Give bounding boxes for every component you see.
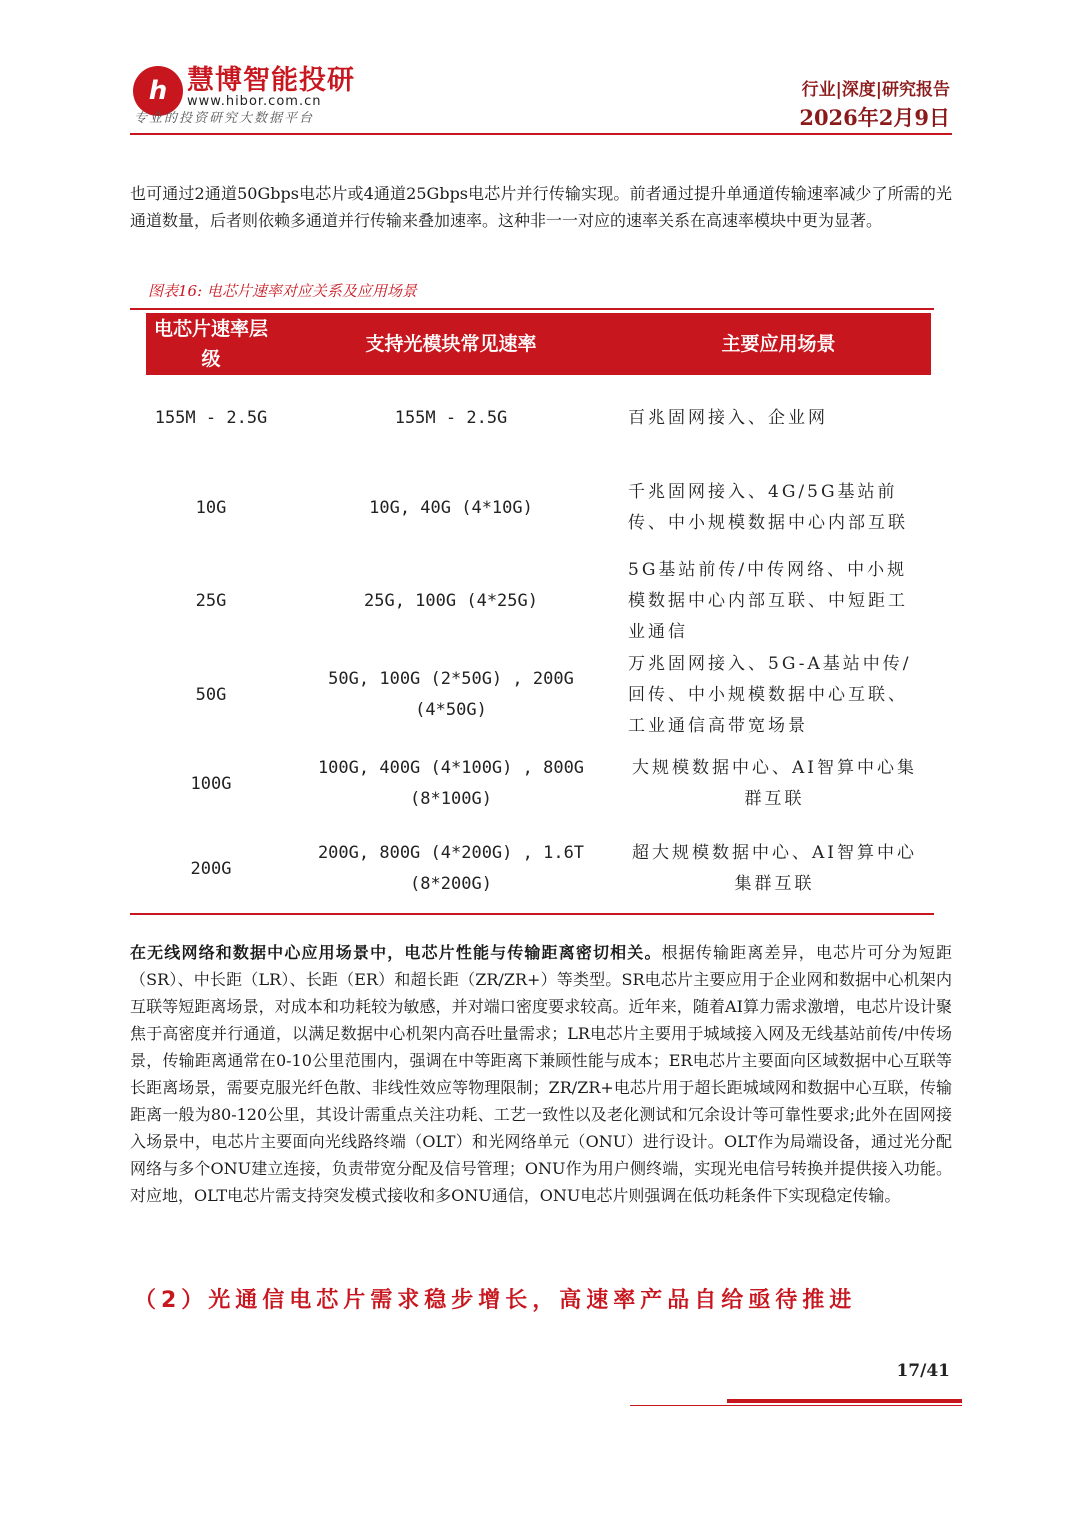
- header-chip-tier: 电芯片速率层级: [153, 318, 268, 370]
- table-row: [146, 837, 931, 901]
- table-row: [146, 553, 931, 649]
- page-number: 17/41: [896, 1361, 950, 1381]
- cell-tier: 10G: [195, 497, 227, 518]
- logo-url: www.hibor.com.cn: [187, 94, 322, 109]
- cell-scenario: 超大规模数据中心、AI智算中心集群互联: [632, 843, 917, 894]
- cell-tier: 50G: [195, 684, 227, 705]
- header-divider: [130, 133, 952, 135]
- table-bottom-rule: [130, 913, 934, 915]
- report-date: 2026年2月9日: [799, 105, 950, 130]
- table-row: [146, 752, 931, 816]
- header-scenarios: 主要应用场景: [721, 333, 836, 355]
- intro-paragraph: 也可通过2通道50Gbps电芯片或4通道25Gbps电芯片并行传输实现。前者通过提升单通道传输速率减少了所需的光通道数量，后者则依赖多通道并行传输来叠加速率。这种非一一对应的速率关系在高速率模块中更为显著。: [130, 184, 952, 230]
- cell-rates: 155M - 2.5G: [394, 407, 508, 428]
- hibor-logo-icon: h: [133, 66, 183, 116]
- footer-rule-thick: [727, 1399, 962, 1403]
- footer-rule-thin: [630, 1405, 962, 1406]
- cell-tier: 155M - 2.5G: [154, 407, 268, 428]
- cell-rates: 200G, 800G (4*200G) , 1.6T (8*200G): [317, 843, 585, 894]
- cell-scenario: 5G基站前传/中传网络、中小规模数据中心内部互联、中短距工业通信: [628, 559, 908, 642]
- table-row: [146, 392, 931, 444]
- header-module-rates: 支持光模块常见速率: [365, 333, 537, 355]
- cell-scenario: 千兆固网接入、4G/5G基站前传、中小规模数据中心内部互联: [628, 482, 908, 533]
- body-paragraph-lead: 在无线网络和数据中心应用场景中，电芯片性能与传输距离密切相关。: [130, 943, 662, 962]
- body-paragraph-text: 根据传输距离差异，电芯片可分为短距（SR）、中长距（LR）、长距（ER）和超长距（ZR/ZR+）等类型。SR电芯片主要应用于企业网和数据中心机架内互联等短距离场景，对成本和功耗较为敏感，并对端口密度要求较高。近年来，随着AI算力需求激增，电芯片设计聚焦于高密度并行通道，以满足数据中心机架内高吞吐量需求；LR电芯片主要用于城域接入网及无线基站前传/中传场景，传输距离通常在0-10公里范围内，强调在中等距离下兼顾性能与成本；ER电芯片主要面向区域数据中心互联等长距离场景，需要克服光纤色散、非线性效应等物理限制；ZR/ZR+电芯片用于超长距城域网和数据中心互联，传输距离一般为80-120公里，其设计需重点关注功耗、工艺一致性以及老化测试和冗余设计等可靠性要求;此外在固网接入场景中，电芯片主要面向光线路终端（OLT）和光网络单元（ONU）进行设计。OLT作为局端设备，通过光分配网络与多个ONU建立连接，负责带宽分配及信号管理；ONU作为用户侧终端，实现光电信号转换并提供接入功能。对应地，OLT电芯片需支持突发模式接收和多ONU通信，ONU电芯片则强调在低功耗条件下实现稳定传输。: [130, 943, 952, 1205]
- section-title: （2）光通信电芯片需求稳步增长，高速率产品自给亟待推进: [134, 1288, 857, 1313]
- cell-scenario: 万兆固网接入、5G-A基站中传/回传、中小规模数据中心互联、工业通信高带宽场景: [628, 653, 912, 736]
- cell-tier: 200G: [190, 858, 232, 879]
- cell-rates: 25G, 100G (4*25G): [364, 590, 538, 611]
- cell-rates: 10G, 40G (4*10G): [369, 497, 533, 518]
- cell-scenario: 百兆固网接入、企业网: [628, 407, 828, 428]
- cell-rates: 50G, 100G (2*50G) , 200G (4*50G): [328, 669, 574, 720]
- body-paragraph: [130, 939, 952, 1209]
- figure-caption: 图表16: 电芯片速率对应关系及应用场景: [148, 282, 417, 300]
- cell-tier: 100G: [190, 773, 232, 794]
- cell-scenario: 大规模数据中心、AI智算中心集群互联: [632, 758, 917, 809]
- table-header: [146, 313, 931, 375]
- figure-top-rule: [130, 308, 934, 310]
- cell-tier: 25G: [195, 590, 227, 611]
- table-row: [146, 647, 931, 743]
- logo-name: 慧博智能投研: [187, 65, 355, 96]
- table-row: [146, 460, 931, 556]
- cell-rates: 100G, 400G (4*100G) , 800G (8*100G): [317, 758, 585, 809]
- logo-tagline: 专业的投资研究大数据平台: [134, 111, 315, 126]
- report-type: 行业|深度|研究报告: [801, 80, 950, 100]
